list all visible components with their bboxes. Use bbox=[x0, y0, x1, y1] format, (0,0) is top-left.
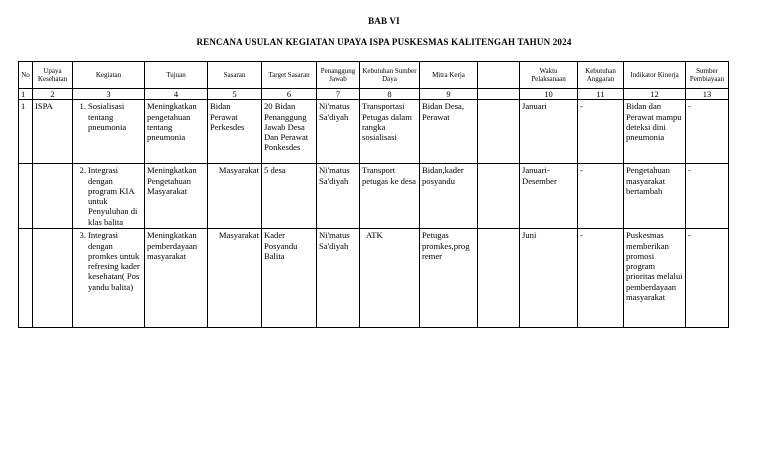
column-number: 12 bbox=[624, 89, 686, 100]
penanggung-jawab-cell: Ni'matus Sa'diyah bbox=[317, 229, 360, 328]
waktu-cell: Juni bbox=[520, 229, 578, 328]
column-number: 4 bbox=[145, 89, 208, 100]
sasaran-cell: Masyarakat bbox=[208, 229, 262, 328]
kegiatan-text: Integrasi dengan program KIA untuk Penyuluhan di klas balita bbox=[88, 165, 138, 227]
kegiatan-number: 1. bbox=[79, 101, 86, 112]
column-number: 10 bbox=[520, 89, 578, 100]
tujuan-cell: Meningkatkan pemberdayaan masyarakat bbox=[145, 229, 208, 328]
sasaran-cell: Masyarakat bbox=[208, 164, 262, 229]
table-row bbox=[19, 164, 729, 229]
waktu-cell: Januari-Desember bbox=[520, 164, 578, 229]
header-cell: Tujuan bbox=[145, 62, 208, 89]
header-cell bbox=[478, 62, 520, 89]
column-number: 7 bbox=[317, 89, 360, 100]
row-number bbox=[19, 229, 33, 328]
header-cell: Target Sasaran bbox=[262, 62, 317, 89]
row-number: 1 bbox=[19, 100, 33, 164]
anggaran-cell: - bbox=[578, 229, 624, 328]
indikator-cell: Bidan dan Perawat mampu deteksi dini pneumonia bbox=[624, 100, 686, 164]
indikator-cell: Pengetahuan masyarakat bertambah bbox=[624, 164, 686, 229]
column-number-row bbox=[19, 89, 729, 100]
tujuan-cell: Meningkatkan Pengetahuan Masyarakat bbox=[145, 164, 208, 229]
column-number: 2 bbox=[33, 89, 73, 100]
kegiatan-cell bbox=[73, 229, 145, 328]
column-number bbox=[478, 89, 520, 100]
document-title: RENCANA USULAN KEGIATAN UPAYA ISPA PUSKESMAS KALITENGAH TAHUN 2024 bbox=[196, 37, 572, 47]
empty-cell bbox=[478, 229, 520, 328]
penanggung-jawab-cell: Ni'matus Sa'diyah bbox=[317, 100, 360, 164]
header-cell: Kebutuhan Sumber Daya bbox=[360, 62, 420, 89]
kegiatan-text: Integrasi dengan promkes untuk refresing kader kesehatan( Pos yandu balita) bbox=[88, 230, 140, 292]
activity-plan-table bbox=[18, 61, 729, 328]
header-cell: Waktu Pelaksanaan bbox=[520, 62, 578, 89]
header-cell: Sasaran bbox=[208, 62, 262, 89]
penanggung-jawab-cell: Ni'matus Sa'diyah bbox=[317, 164, 360, 229]
mitra-cell: Petugas promkes,prog remer bbox=[420, 229, 478, 328]
column-number: 13 bbox=[686, 89, 729, 100]
header-cell: Kebutuhan Anggaran bbox=[578, 62, 624, 89]
table-row bbox=[19, 229, 729, 328]
header-cell: No bbox=[19, 62, 33, 89]
target-cell: 20 Bidan Penanggung Jawab Desa Dan Perawat Ponkesdes bbox=[262, 100, 317, 164]
header-cell: Mitra Kerja bbox=[420, 62, 478, 89]
anggaran-cell: - bbox=[578, 164, 624, 229]
header-cell: Upaya Kesehatan bbox=[33, 62, 73, 89]
header-row bbox=[19, 62, 729, 89]
kegiatan-number: 2. bbox=[79, 165, 86, 176]
mitra-cell: Bidan Desa, Perawat bbox=[420, 100, 478, 164]
upaya-cell bbox=[33, 229, 73, 328]
sasaran-cell: Bidan Perawat Perkesdes bbox=[208, 100, 262, 164]
column-number: 3 bbox=[73, 89, 145, 100]
kegiatan-cell bbox=[73, 100, 145, 164]
kegiatan-cell bbox=[73, 164, 145, 229]
pembiayaan-cell: - bbox=[686, 164, 729, 229]
waktu-cell: Januari bbox=[520, 100, 578, 164]
upaya-cell: ISPA bbox=[33, 100, 73, 164]
column-number: 8 bbox=[360, 89, 420, 100]
header-cell: Kegiatan bbox=[73, 62, 145, 89]
column-number: 6 bbox=[262, 89, 317, 100]
column-number: 11 bbox=[578, 89, 624, 100]
column-number: 5 bbox=[208, 89, 262, 100]
kegiatan-number: 3. bbox=[79, 230, 86, 241]
target-cell: Kader Posyandu Balita bbox=[262, 229, 317, 328]
target-cell: 5 desa bbox=[262, 164, 317, 229]
column-number: 1 bbox=[19, 89, 33, 100]
empty-cell bbox=[478, 100, 520, 164]
column-number: 9 bbox=[420, 89, 478, 100]
sumber-daya-cell: Transportasi Petugas dalam rangka sosialisasi bbox=[360, 100, 420, 164]
pembiayaan-cell: - bbox=[686, 229, 729, 328]
sumber-daya-cell: Transport petugas ke desa bbox=[360, 164, 420, 229]
header-cell: Penanggung Jawab bbox=[317, 62, 360, 89]
row-number bbox=[19, 164, 33, 229]
header-cell: Sumber Pembiayaan bbox=[686, 62, 729, 89]
sumber-daya-cell: ATK bbox=[360, 229, 420, 328]
chapter-heading: BAB VI bbox=[368, 16, 400, 26]
table-row bbox=[19, 100, 729, 164]
mitra-cell: Bidan,kader posyandu bbox=[420, 164, 478, 229]
anggaran-cell: - bbox=[578, 100, 624, 164]
tujuan-cell: Meningkatkan pengetahuan tentang pneumonia bbox=[145, 100, 208, 164]
indikator-cell: Puskesmas memberikan promosi program prioritas melalui pemberdayaan masyarakat bbox=[624, 229, 686, 328]
upaya-cell bbox=[33, 164, 73, 229]
empty-cell bbox=[478, 164, 520, 229]
header-cell: Indikator Kinerja bbox=[624, 62, 686, 89]
pembiayaan-cell: - bbox=[686, 100, 729, 164]
kegiatan-text: Sosialisasi tentang pneumonia bbox=[88, 101, 127, 132]
